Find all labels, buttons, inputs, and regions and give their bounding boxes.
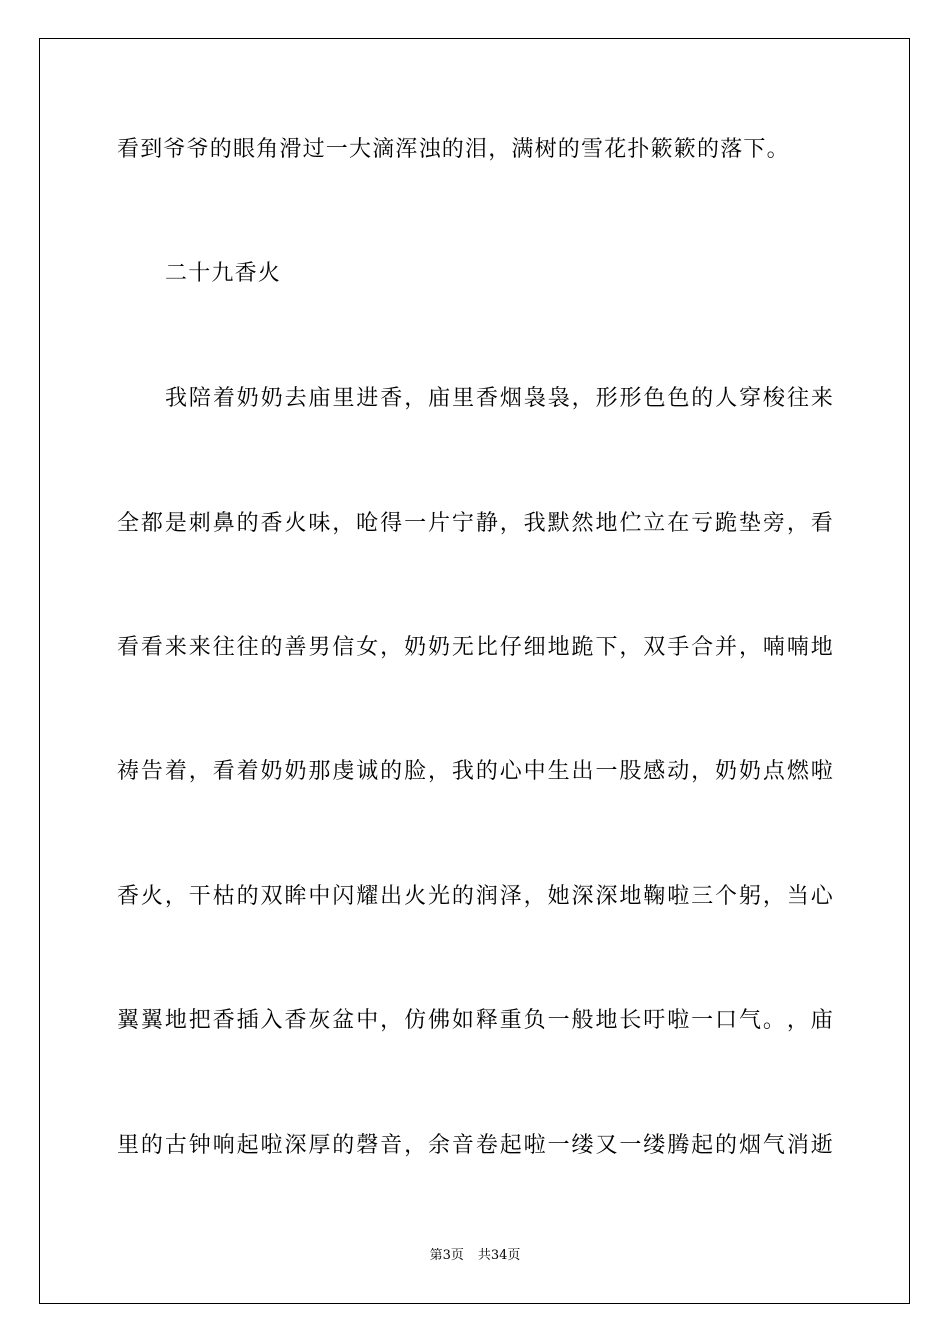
text-char: 缕 [571,1133,594,1158]
text-char: 中 [356,1008,379,1033]
text-char: 翼 [140,1008,163,1033]
text-char: 一 [547,1008,570,1033]
text-char: 逝 [810,1133,833,1158]
text-char: 里 [452,386,475,411]
text-char: 当 [786,884,809,909]
text-char: 鞠 [643,884,666,909]
text-char: 出 [380,884,403,909]
text-char: 仔 [499,635,522,660]
text-char: 股 [619,759,642,784]
text-char: 色 [643,386,666,411]
text-char: 一 [404,511,427,536]
text-char: ， [499,511,522,536]
text-char: 旁 [762,511,785,536]
text-char: 的 [715,1133,738,1158]
text-char: 奶 [260,386,283,411]
text-char: 下 [595,635,618,660]
text-char: 然 [571,511,594,536]
text-char: 响 [212,1133,235,1158]
text-char: 奶 [738,759,761,784]
text-char: 三 [691,884,714,909]
text-char: 深 [571,884,594,909]
text-char: 的 [236,884,259,909]
text-char: 信 [332,635,355,660]
text-char: 无 [451,635,474,660]
text-char: 润 [475,884,498,909]
text-char: 音 [380,1133,403,1158]
text-char: 进 [356,386,379,411]
text-char: 庙 [308,386,331,411]
text-char: 合 [691,635,714,660]
text-char: 看 [212,759,235,784]
text-char: ， [188,759,211,784]
text-char: 卷 [475,1133,498,1158]
text-char: 来 [164,635,187,660]
text-char: 陪 [188,386,211,411]
text-char: 诚 [356,759,379,784]
text-char: 比 [475,635,498,660]
page-total: 共34页 [477,1248,521,1263]
text-char: 地 [810,635,833,660]
text-char: 喃 [762,635,785,660]
text-char: 我 [523,511,546,536]
text-char: 看 [810,511,833,536]
text-char: 烟 [738,1133,761,1158]
text-char: 中 [308,884,331,909]
text-char: 香 [117,884,140,909]
text-char: 往 [212,635,235,660]
text-char: 入 [260,1008,283,1033]
text-char: 奶 [715,759,738,784]
text-char: 的 [451,884,474,909]
text-char: 是 [164,511,187,536]
text-char: 香 [284,1008,307,1033]
text-char: 如 [451,1008,474,1033]
text-char: 色 [667,386,690,411]
text-char: ， [332,511,355,536]
text-char: 把 [188,1008,211,1033]
text-char: 吁 [643,1008,666,1033]
text-char: 奶 [236,386,259,411]
text-char: 鼻 [212,511,235,536]
text-line-1: 看到爷爷的眼角滑过一大滴浑浊的泪，满树的雪花扑簌簌的落下。 [117,137,790,162]
text-char: 双 [643,635,666,660]
text-char: 跪 [571,635,594,660]
text-char: 啦 [810,759,833,784]
text-char: 点 [762,759,785,784]
text-char: 火 [284,511,307,536]
text-char: 缕 [643,1133,666,1158]
text-char: 。 [762,1008,785,1033]
text-char: 脸 [404,759,427,784]
text-char: 地 [164,1008,187,1033]
text-char: 奶 [260,759,283,784]
text-char: 深 [284,1133,307,1158]
text-char: 释 [475,1008,498,1033]
text-char: 的 [691,386,714,411]
text-char: 看 [140,635,163,660]
text-char: 祷 [117,759,140,784]
text-char: 一 [691,1008,714,1033]
text-char: 佛 [427,1008,450,1033]
text-char: 片 [427,511,450,536]
text-char: 奶 [284,759,307,784]
text-char: 的 [380,759,403,784]
text-char: 灰 [308,1008,331,1033]
text-char: 又 [595,1133,618,1158]
text-line-7 [117,882,833,912]
text-char: 告 [140,759,163,784]
text-char: 的 [260,635,283,660]
text-char: 干 [188,884,211,909]
text-char: 出 [571,759,594,784]
text-char: 眸 [284,884,307,909]
text-char: ， [523,884,546,909]
text-char: ， [762,884,785,909]
text-char: 气 [762,1133,785,1158]
text-char: 里 [117,1133,140,1158]
text-char: 女 [356,635,379,660]
text-char: 啦 [667,1008,690,1033]
text-char: 得 [380,511,403,536]
text-char: 香 [475,386,498,411]
text-char: 穿 [739,386,762,411]
text-char: 翼 [117,1008,140,1033]
text-char: 闪 [332,884,355,909]
text-char: 啦 [667,884,690,909]
text-char: 虔 [332,759,355,784]
text-line-3 [165,384,833,414]
text-line-5 [117,633,833,663]
text-char: ， [786,511,809,536]
text-char: 气 [738,1008,761,1033]
section-heading: 二十九香火 [165,261,282,286]
text-char: 全 [117,511,140,536]
text-char: 着 [164,759,187,784]
text-char: 一 [547,1133,570,1158]
text-char: 默 [547,511,570,536]
text-char: 火 [140,884,163,909]
text-char: 腾 [667,1133,690,1158]
text-char: 形 [619,386,642,411]
text-char: 烟 [499,386,522,411]
text-char: 庙 [428,386,451,411]
text-char: 去 [284,386,307,411]
text-char: 往 [786,386,809,411]
text-char: 光 [427,884,450,909]
text-char: 的 [236,511,259,536]
text-char: 地 [595,511,618,536]
text-char: ， [380,1008,403,1033]
text-char: 那 [308,759,331,784]
text-char: 里 [332,386,355,411]
text-char: 般 [571,1008,594,1033]
text-char: 生 [547,759,570,784]
text-char: 着 [236,759,259,784]
text-line-9 [117,1131,833,1161]
text-char: 泽 [499,884,522,909]
text-line-8 [117,1006,833,1036]
text-char: 味 [308,511,331,536]
text-char: 重 [499,1008,522,1033]
text-char: ， [404,1133,427,1158]
text-char: 磬 [356,1133,379,1158]
text-char: 口 [715,1008,738,1033]
text-char: ， [404,386,427,411]
text-char: 火 [404,884,427,909]
text-char: ， [691,759,714,784]
text-char: 香 [212,1008,235,1033]
text-char: 善 [284,635,307,660]
text-char: 啦 [523,1133,546,1158]
text-char: 立 [643,511,666,536]
text-char: 仿 [404,1008,427,1033]
text-char: 消 [786,1133,809,1158]
text-char: 燃 [786,759,809,784]
text-char: 香 [380,386,403,411]
text-char: 起 [691,1133,714,1158]
text-char: 的 [140,1133,163,1158]
text-char: 双 [260,884,283,909]
text-char: 躬 [738,884,761,909]
text-char: 的 [332,1133,355,1158]
text-char: 刺 [188,511,211,536]
text-char: 深 [595,884,618,909]
text-char: 插 [236,1008,259,1033]
text-char: 余 [427,1133,450,1158]
text-char: 地 [595,1008,618,1033]
page-border [39,38,910,1304]
text-char: 钟 [188,1133,211,1158]
text-char: 宁 [451,511,474,536]
text-char: 心 [810,884,833,909]
text-char: 动 [667,759,690,784]
text-char: 并 [715,635,738,660]
text-char: 手 [667,635,690,660]
text-char: 呛 [356,511,379,536]
text-char: 古 [164,1133,187,1158]
text-char: 她 [547,884,570,909]
text-char: ， [786,1008,809,1033]
text-char: 着 [212,386,235,411]
text-char: 袅 [523,386,546,411]
text-char: ， [380,635,403,660]
text-char: 庙 [810,1008,833,1033]
text-char: 我 [165,386,188,411]
text-char: 奶 [427,635,450,660]
text-char: 枯 [212,884,235,909]
text-char: ， [571,386,594,411]
text-char: 垫 [738,511,761,536]
text-char: ， [164,884,187,909]
text-char: 音 [451,1133,474,1158]
text-char: 个 [715,884,738,909]
text-char: 心 [499,759,522,784]
text-char: 伫 [619,511,642,536]
page-footer [0,1247,950,1265]
text-char: 的 [475,759,498,784]
text-char: 盆 [332,1008,355,1033]
text-char: 地 [619,884,642,909]
text-char: 耀 [356,884,379,909]
text-char: ， [427,759,450,784]
text-char: 亏 [691,511,714,536]
text-line-4 [117,509,833,539]
text-char: 细 [523,635,546,660]
text-char: 啦 [260,1133,283,1158]
text-char: 往 [236,635,259,660]
text-char: 男 [308,635,331,660]
text-char: 一 [619,1133,642,1158]
text-char: 看 [117,635,140,660]
text-char: 在 [667,511,690,536]
text-char: 香 [260,511,283,536]
text-char: 都 [140,511,163,536]
text-char: 感 [643,759,666,784]
text-char: 起 [499,1133,522,1158]
text-char: 起 [236,1133,259,1158]
text-char: ， [738,635,761,660]
text-char: 跪 [715,511,738,536]
text-char: 梭 [763,386,786,411]
text-line-6 [117,757,833,787]
text-char: 中 [523,759,546,784]
text-char: 袅 [547,386,570,411]
text-char: 厚 [308,1133,331,1158]
text-char: 静 [475,511,498,536]
text-char: 我 [451,759,474,784]
text-char: 形 [595,386,618,411]
page-number: 第3页 [429,1248,464,1263]
text-char: 一 [595,759,618,784]
text-char: 奶 [404,635,427,660]
text-char: 喃 [786,635,809,660]
text-char: 人 [715,386,738,411]
text-char: ， [619,635,642,660]
text-char: 负 [523,1008,546,1033]
text-char: 地 [547,635,570,660]
text-char: 来 [810,386,833,411]
text-char: 来 [188,635,211,660]
text-char: 长 [619,1008,642,1033]
